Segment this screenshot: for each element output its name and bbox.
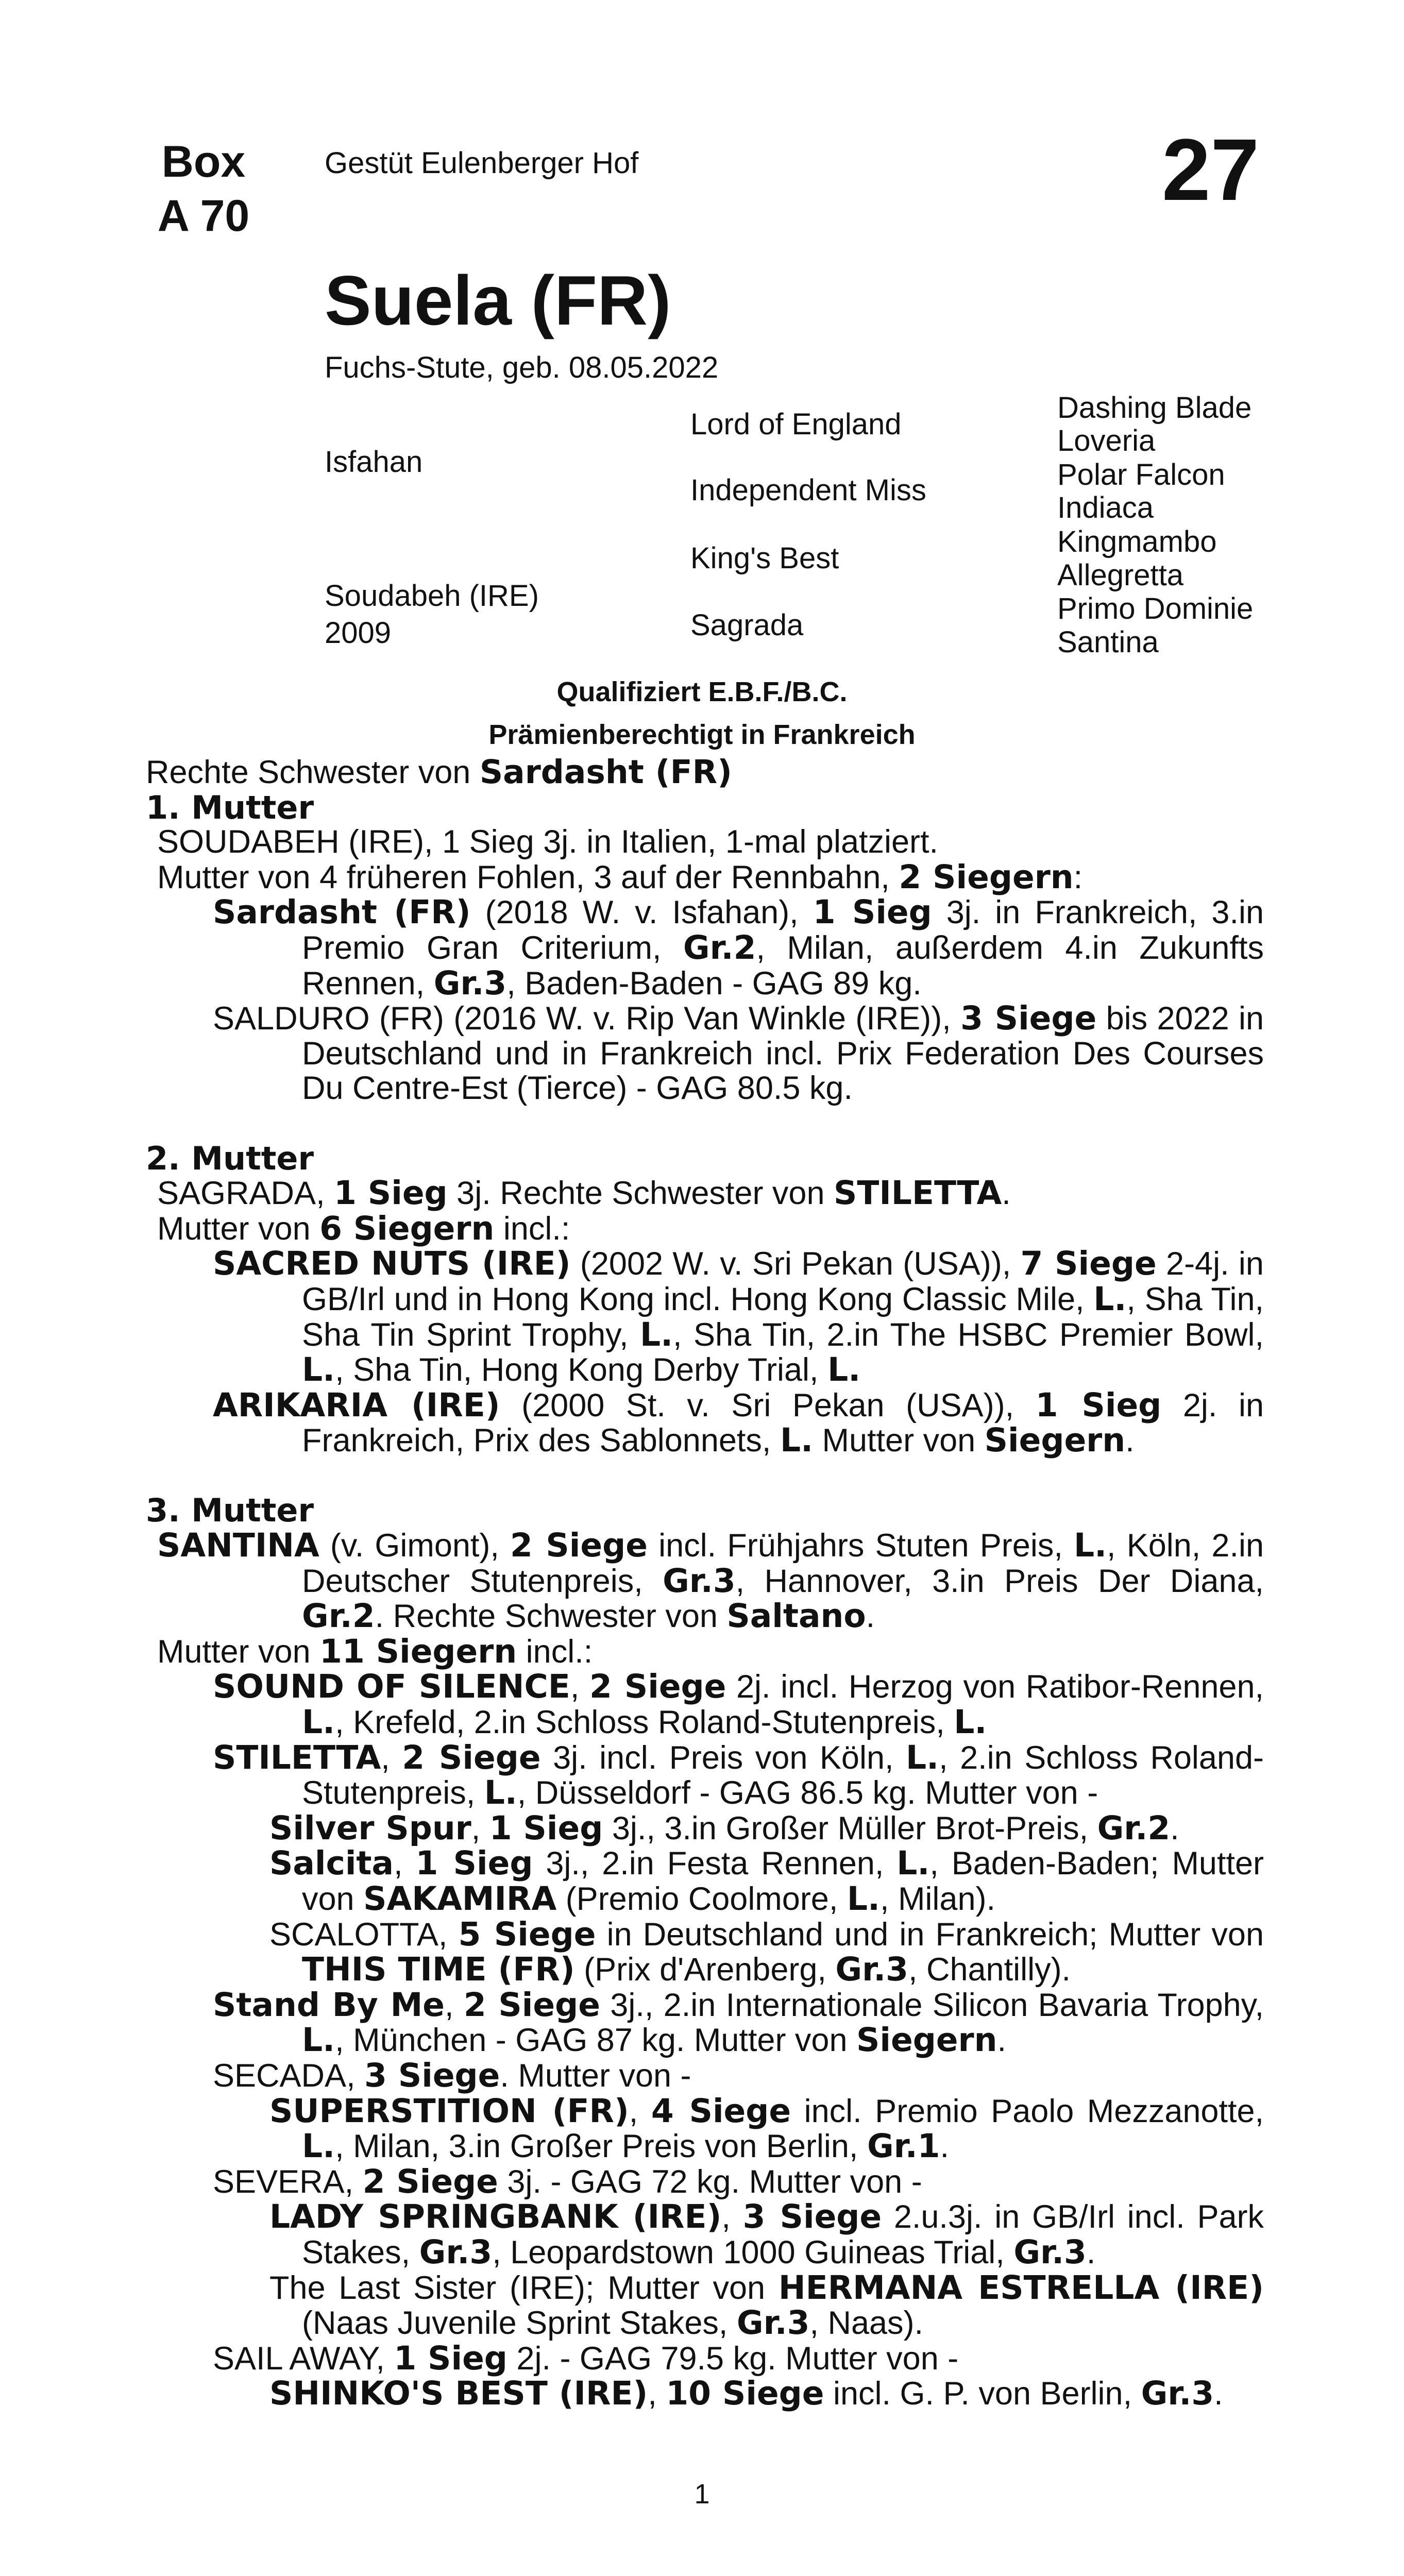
produce-entry: Silver Spur, 1 Sieg 3j., 3.in Großer Müller Brot-Preis, Gr.2. bbox=[269, 1809, 1179, 1847]
produce-entry: Salcita, 1 Sieg 3j., 2.in Festa Rennen, L., Baden-Baden; Mutter von SAKAMIRA (Premio Coolmore, L., Milan). bbox=[269, 1844, 1264, 1918]
pedigree-gen3: Kingmambo bbox=[1057, 525, 1217, 558]
dam-produce: Mutter von 4 früheren Fohlen, 3 auf der Rennbahn, 2 Siegern: bbox=[157, 858, 1083, 896]
pedigree-dam: Soudabeh (IRE) bbox=[325, 579, 539, 613]
pedigree-gen3: Polar Falcon bbox=[1057, 458, 1225, 492]
pedigree-gen3: Loveria bbox=[1057, 424, 1156, 457]
produce-entry: Sardasht (FR) (2018 W. v. Isfahan), 1 Sieg 3j. in Frankreich, 3.in Premio Gran Criterium, Gr.2, Milan, außerdem 4.in Zukunfts Rennen, Gr.3, Baden-Baden - GAG 89 kg. bbox=[213, 893, 1264, 1002]
breeder: Gestüt Eulenberger Hof bbox=[325, 146, 639, 180]
pedigree-dam-dam: Sagrada bbox=[690, 608, 804, 642]
qualification-note: Qualifiziert E.B.F./B.C. bbox=[556, 676, 848, 707]
third-dam-produce: Mutter von 11 Siegern incl.: bbox=[157, 1632, 593, 1670]
pedigree-sire-dam: Independent Miss bbox=[690, 473, 926, 507]
second-dam-produce: Mutter von 6 Siegern incl.: bbox=[157, 1209, 570, 1247]
pedigree-gen3: Dashing Blade bbox=[1057, 391, 1252, 425]
section-first-dam: 1. Mutter bbox=[146, 788, 314, 826]
pedigree-sire: Isfahan bbox=[325, 445, 423, 479]
catalogue-text bbox=[146, 755, 1264, 2412]
box-label: Box bbox=[161, 137, 246, 187]
box-number bbox=[152, 135, 255, 243]
pedigree-gen3: Allegretta bbox=[1057, 558, 1184, 592]
produce-entry: SCALOTTA, 5 Siege in Deutschland und in Frankreich; Mutter von THIS TIME (FR) (Prix d'Arenberg, Gr.3, Chantilly). bbox=[269, 1915, 1264, 1989]
lot-number: 27 bbox=[1162, 121, 1260, 219]
produce-entry: LADY SPRINGBANK (IRE), 3 Siege 2.u.3j. in GB/Irl incl. Park Stakes, Gr.3, Leopardstown 1000 Guineas Trial, Gr.3. bbox=[269, 2198, 1264, 2271]
pedigree-gen3: Indiaca bbox=[1057, 491, 1154, 524]
pedigree-sire-sire: Lord of England bbox=[690, 408, 902, 441]
section-third-dam: 3. Mutter bbox=[146, 1492, 314, 1530]
third-dam-record: SANTINA (v. Gimont), 2 Siege incl. Frühjahrs Stuten Preis, L., Köln, 2.in Deutscher Stutenpreis, Gr.3, Hannover, 3.in Preis Der Diana, Gr.2. Rechte Schwester von Saltano. bbox=[157, 1527, 1264, 1635]
box-value: A 70 bbox=[157, 191, 250, 241]
produce-entry: SOUND OF SILENCE, 2 Siege 2j. incl. Herzog von Ratibor-Rennen, L., Krefeld, 2.in Schloss Roland-Stutenpreis, L. bbox=[213, 1668, 1264, 1741]
produce-entry: ARIKARIA (IRE) (2000 St. v. Sri Pekan (USA)), 1 Sieg 2j. in Frankreich, Prix des Sablonnets, L. Mutter von Siegern. bbox=[213, 1386, 1264, 1460]
produce-entry: SUPERSTITION (FR), 4 Siege incl. Premio Paolo Mezzanotte, L., Milan, 3.in Großer Preis von Berlin, Gr.1. bbox=[269, 2092, 1264, 2165]
horse-description: Fuchs-Stute, geb. 08.05.2022 bbox=[325, 351, 719, 384]
produce-entry: SHINKO'S BEST (IRE), 10 Siege incl. G. P. von Berlin, Gr.3. bbox=[269, 2375, 1223, 2413]
pedigree-gen3: Santina bbox=[1057, 625, 1159, 659]
produce-entry: The Last Sister (IRE); Mutter von HERMANA ESTRELLA (IRE) (Naas Juvenile Sprint Stakes, Gr.3, Naas). bbox=[269, 2268, 1264, 2342]
pedigree-dam-year: 2009 bbox=[325, 616, 392, 650]
pedigree-gen3: Primo Dominie bbox=[1057, 592, 1254, 625]
premium-note: Prämienberechtigt in Frankreich bbox=[488, 719, 916, 750]
pedigree-dam-sire: King's Best bbox=[690, 541, 839, 575]
section-second-dam: 2. Mutter bbox=[146, 1139, 314, 1177]
second-dam-record: SAGRADA, 1 Sieg 3j. Rechte Schwester von STILETTA. bbox=[157, 1174, 1011, 1212]
sibling-note: Rechte Schwester von Sardasht (FR) bbox=[146, 753, 732, 791]
produce-entry: SACRED NUTS (IRE) (2002 W. v. Sri Pekan (USA)), 7 Siege 2-4j. in GB/Irl und in Hong Kong incl. Hong Kong Classic Mile, L., Sha Tin, Sha Tin Sprint Trophy, L., Sha Tin, 2.in The HSBC Premier Bowl, L., Sha Tin, Hong Kong Derby Trial, L. bbox=[213, 1245, 1264, 1389]
produce-entry: SAIL AWAY, 1 Sieg 2j. - GAG 79.5 kg. Mutter von - bbox=[213, 2339, 959, 2377]
produce-entry: STILETTA, 2 Siege 3j. incl. Preis von Köln, L., 2.in Schloss Roland-Stutenpreis, L., Düsseldorf - GAG 86.5 kg. Mutter von - bbox=[213, 1738, 1264, 1812]
produce-entry: Stand By Me, 2 Siege 3j., 2.in Internationale Silicon Bavaria Trophy, L., München - GAG 87 kg. Mutter von Siegern. bbox=[213, 1986, 1264, 2059]
page-number: 1 bbox=[694, 2479, 710, 2510]
produce-entry: SECADA, 3 Siege. Mutter von - bbox=[213, 2056, 691, 2094]
horse-name: Suela (FR) bbox=[325, 261, 671, 340]
produce-entry: SALDURO (FR) (2016 W. v. Rip Van Winkle (IRE)), 3 Siege bis 2022 in Deutschland und in Frankreich incl. Prix Federation Des Courses Du Centre-Est (Tierce) - GAG 80.5 kg. bbox=[213, 999, 1264, 1107]
dam-record: SOUDABEH (IRE), 1 Sieg 3j. in Italien, 1-mal platziert. bbox=[157, 824, 939, 860]
produce-entry: SEVERA, 2 Siege 3j. - GAG 72 kg. Mutter von - bbox=[213, 2162, 922, 2200]
